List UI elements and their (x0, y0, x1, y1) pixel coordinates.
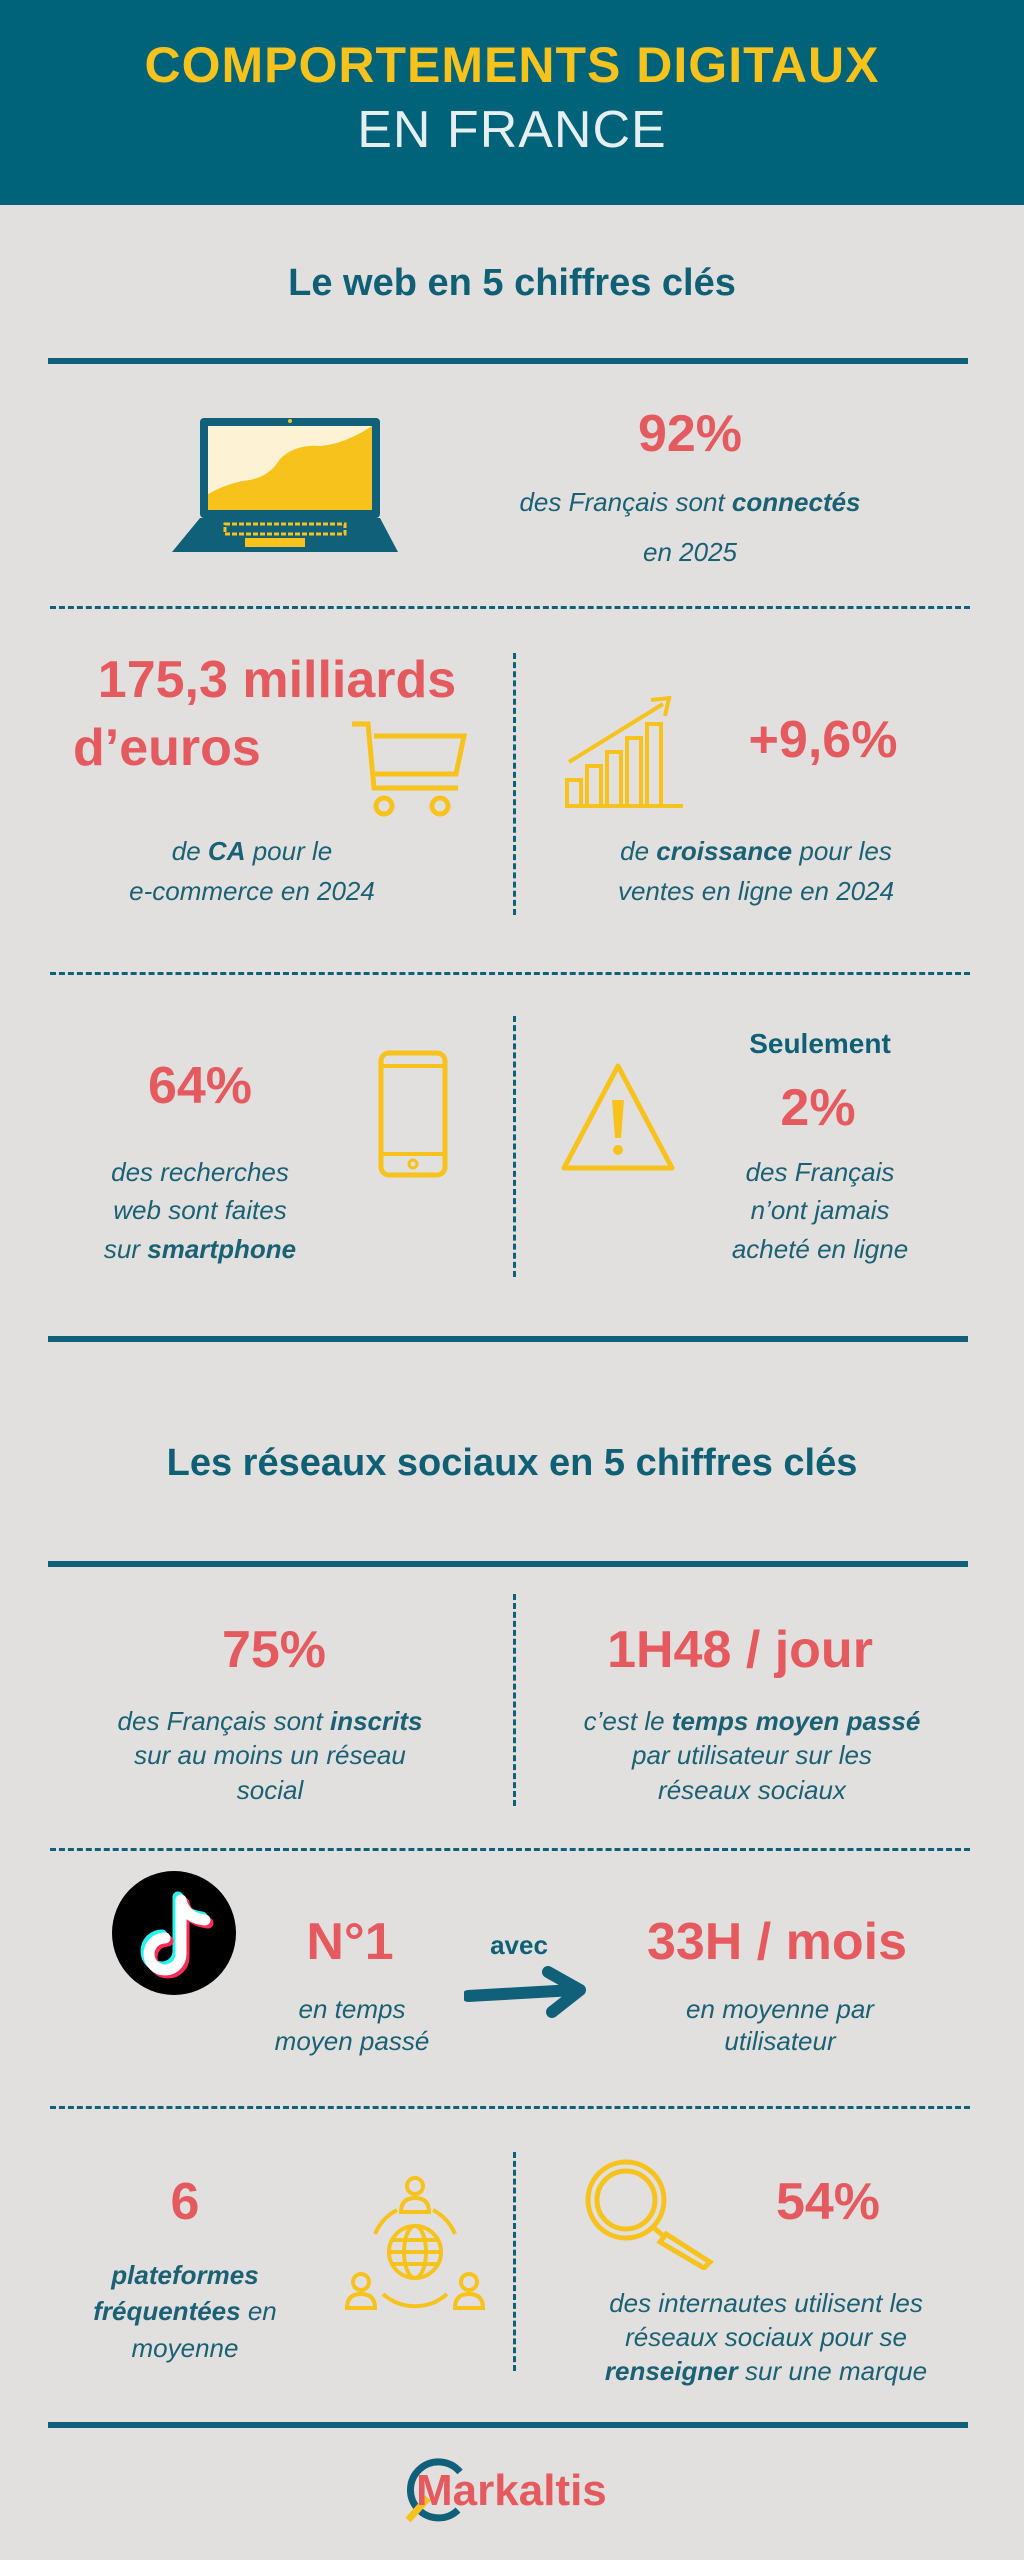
arrow-right-icon (464, 1966, 590, 2018)
global-network-icon (343, 2172, 487, 2328)
stat-platforms-value: 6 (170, 2173, 200, 2231)
stat-time-desc-3: réseaux sociaux (658, 1775, 846, 1805)
stat-never-desc-2: n’ont jamais (750, 1195, 890, 1225)
stat-inform-value: 54% (775, 2173, 881, 2231)
stat-tiktok-desc-3: en moyenne par (686, 1994, 874, 2024)
main-title: COMPORTEMENTS DIGITAUX (144, 37, 880, 93)
stat-platforms-desc-2: fréquentées en (93, 2296, 277, 2326)
divider-vertical (513, 653, 516, 915)
stat-never-desc-1: des Français (745, 1157, 895, 1187)
stat-never-desc-3: acheté en ligne (731, 1234, 909, 1264)
divider (48, 1561, 968, 1567)
divider (48, 1336, 968, 1342)
stat-platforms-desc-3: moyenne (131, 2333, 239, 2363)
stat-never-prefix: Seulement (749, 1028, 891, 1059)
stat-growth-value: +9,6% (748, 711, 898, 769)
stat-smartphone-value: 64% (147, 1057, 253, 1115)
stat-ecommerce-desc: de CA pour le (171, 836, 333, 866)
divider (48, 2422, 968, 2428)
shopping-cart-icon (350, 718, 468, 818)
stat-registered-desc-1: des Français sont inscrits (117, 1706, 423, 1736)
stat-tiktok-desc-2: moyen passé (274, 2026, 430, 2056)
stat-platforms-desc-1: plateformes (111, 2260, 259, 2290)
stat-inform-desc-1: des internautes utilisent les (609, 2288, 923, 2318)
connector-avec: avec (490, 1930, 548, 1960)
magnifier-icon (582, 2158, 722, 2270)
stat-inform-desc-2: réseaux sociaux pour se (625, 2322, 907, 2352)
divider-vertical (513, 1594, 516, 1806)
stat-smartphone-desc-2: web sont faites (113, 1195, 287, 1225)
divider-vertical (513, 2152, 516, 2371)
stat-time-desc-1: c’est le temps moyen passé (583, 1706, 921, 1736)
stat-registered-value: 75% (221, 1621, 327, 1679)
logo-text: Markaltis (416, 2466, 607, 2515)
stat-connected-year: en 2025 (643, 537, 737, 567)
section-title-web: Le web en 5 chiffres clés (288, 262, 736, 304)
tiktok-logo-icon (111, 1870, 237, 1996)
stat-registered-desc-2: sur au moins un réseau (134, 1740, 406, 1770)
stat-tiktok-hours: 33H / mois (646, 1913, 908, 1971)
stat-inform-desc-3: renseigner sur une marque (604, 2356, 928, 2386)
stat-connected-desc: des Français sont connectés (519, 487, 861, 517)
divider-dashed (50, 972, 970, 975)
stat-connected-value: 92% (637, 405, 743, 463)
stat-ecommerce-desc-2: e-commerce en 2024 (129, 876, 375, 906)
stat-tiktok-desc-1: en temps (298, 1994, 406, 2024)
stat-never-value: 2% (780, 1079, 856, 1137)
divider-vertical (513, 1016, 516, 1277)
stat-smartphone-desc-3: sur smartphone (103, 1234, 297, 1264)
stat-tiktok-rank: N°1 (306, 1913, 394, 1971)
stat-smartphone-desc-1: des recherches (111, 1157, 289, 1187)
section-title-social: Les réseaux sociaux en 5 chiffres clés (166, 1442, 858, 1484)
markaltis-logo (400, 2458, 630, 2524)
divider-dashed (50, 2106, 970, 2109)
growth-chart-icon (563, 692, 687, 810)
stat-tiktok-desc-4: utilisateur (724, 2026, 836, 2056)
smartphone-icon (378, 1050, 448, 1178)
divider-dashed (50, 1848, 970, 1851)
stat-time-value: 1H48 / jour (607, 1621, 873, 1679)
divider-dashed (50, 606, 970, 609)
stat-ecommerce-value: 175,3 milliards (97, 651, 457, 709)
stat-growth-desc: de croissance pour les (620, 836, 892, 866)
divider (48, 358, 968, 364)
main-subtitle: EN FRANCE (357, 101, 667, 159)
laptop-icon (170, 414, 402, 559)
warning-icon (560, 1060, 676, 1174)
stat-time-desc-2: par utilisateur sur les (632, 1740, 872, 1770)
stat-registered-desc-3: social (236, 1775, 304, 1805)
stat-growth-desc-2: ventes en ligne en 2024 (617, 876, 895, 906)
stat-ecommerce-unit: d’euros (73, 719, 261, 777)
